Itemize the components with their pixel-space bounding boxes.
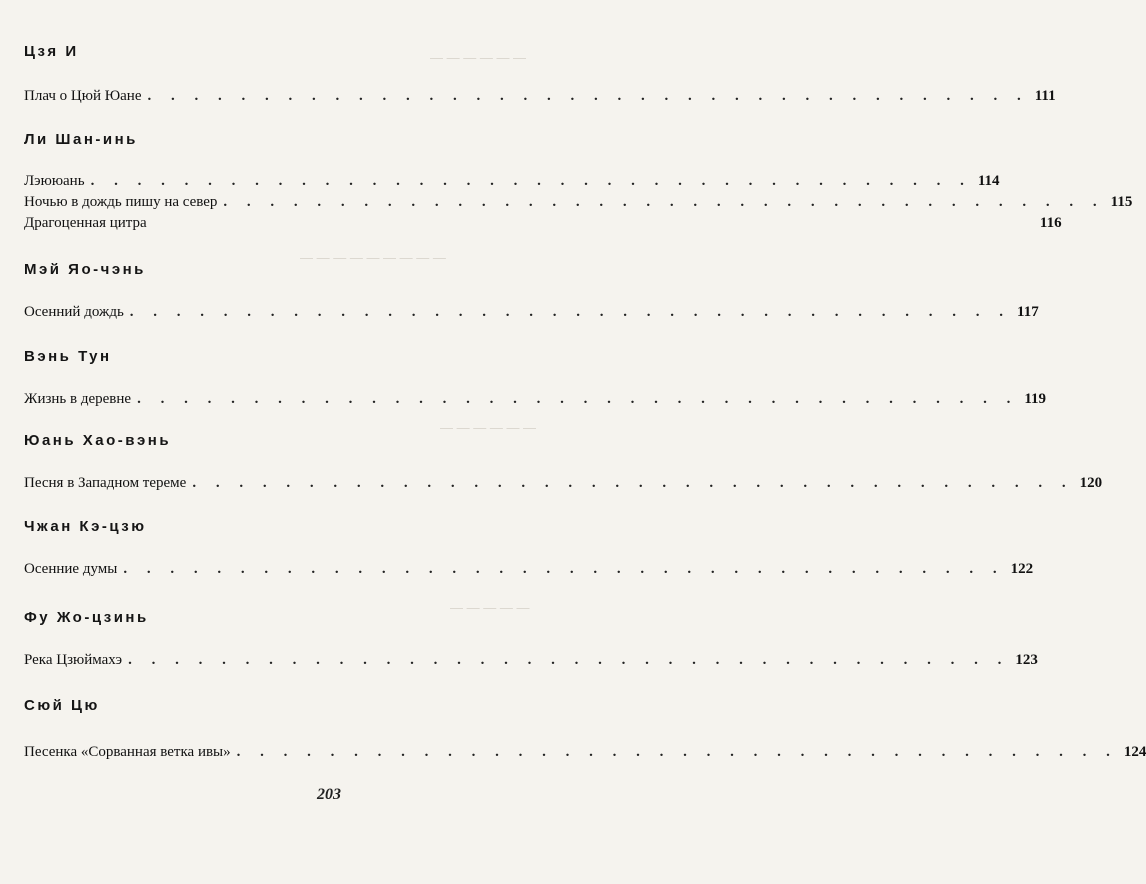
author-heading: Сюй Цю bbox=[24, 697, 100, 714]
leader-dots: . . . . . . . . . . . . . . . . . . . . . . . . . . . . . . . . . . . . . . bbox=[223, 194, 1105, 210]
author-heading: Цзя И bbox=[24, 43, 79, 60]
toc-entry bbox=[24, 88, 1056, 108]
leader-dots: . . . . . . . . . . . . . . . . . . . . . . . . . . . . . . . . . . . . . . bbox=[123, 561, 1005, 577]
entry-page: 119 bbox=[1024, 391, 1046, 407]
entry-page: 117 bbox=[1017, 304, 1039, 320]
bleed-through: — — — — — bbox=[450, 600, 530, 615]
toc-entry bbox=[24, 652, 1038, 672]
leader-dots: . . . . . . . . . . . . . . . . . . . . . . . . . . . . . . . . . . . . . . bbox=[192, 475, 1074, 491]
entry-page: 122 bbox=[1010, 561, 1034, 577]
author-heading: Мэй Яо-чэнь bbox=[24, 261, 146, 278]
toc-entry bbox=[24, 173, 1000, 193]
leader-dots: . . . . . . . . . . . . . . . . . . . . . . . . . . . . . . . . . . . . . . bbox=[129, 304, 1012, 320]
bleed-through: — — — — — — bbox=[440, 420, 537, 435]
toc-entry bbox=[24, 304, 1039, 324]
author-heading: Ли Шан-инь bbox=[24, 131, 138, 148]
entry-title: Лэююань bbox=[24, 173, 85, 189]
entry-title: Жизнь в деревне bbox=[24, 391, 132, 407]
author-heading: Вэнь Тун bbox=[24, 348, 112, 365]
toc-entry bbox=[24, 561, 1034, 581]
leader-dots: . . . . . . . . . . . . . . . . . . . . . . . . . . . . . . . . . . . . . . bbox=[147, 88, 1029, 104]
entry-title: Осенний дождь bbox=[24, 304, 124, 320]
entry-page: 120 bbox=[1079, 475, 1103, 491]
bleed-through: — — — — — — bbox=[430, 50, 527, 65]
author-heading: Фу Жо-цзинь bbox=[24, 609, 149, 626]
entry-title: Река Цзюймахэ bbox=[24, 652, 123, 668]
author-heading: Чжан Кэ-цзю bbox=[24, 518, 147, 535]
toc-entry bbox=[24, 215, 1062, 235]
entry-title: Песенка «Сорванная ветка ивы» bbox=[24, 744, 231, 760]
entry-title: Драгоценная цитра bbox=[24, 215, 147, 231]
entry-page: 124 bbox=[1123, 744, 1146, 760]
bleed-through: — — — — — — — — — bbox=[300, 250, 446, 265]
entry-page: 114 bbox=[977, 173, 1000, 189]
leader-dots: . . . . . . . . . . . . . . . . . . . . . . . . . . . . . . . . . . . . . . bbox=[236, 744, 1118, 760]
leader-dots: . . . . . . . . . . . . . . . . . . . . . . . . . . . . . . . . . . . . . . bbox=[128, 652, 1010, 668]
entry-title: Ночью в дождь пишу на север bbox=[24, 194, 218, 210]
entry-page: 111 bbox=[1034, 88, 1056, 104]
entry-title: Плач о Цюй Юане bbox=[24, 88, 142, 104]
author-heading: Юань Хао-вэнь bbox=[24, 432, 172, 449]
leader-dots: . . . . . . . . . . . . . . . . . . . . . . . . . . . . . . . . . . . . . . bbox=[137, 391, 1019, 407]
toc-entry bbox=[24, 194, 1133, 214]
entry-page: 123 bbox=[1015, 652, 1038, 668]
toc-entry bbox=[24, 391, 1046, 411]
entry-title: Песня в Западном тереме bbox=[24, 475, 187, 491]
toc-entry bbox=[24, 744, 1146, 764]
entry-title: Осенние думы bbox=[24, 561, 118, 577]
leader-dots: . . . . . . . . . . . . . . . . . . . . . . . . . . . . . . . . . . . . . . bbox=[90, 173, 972, 189]
entry-page: 116 bbox=[1039, 215, 1062, 231]
page-number: 203 bbox=[317, 786, 341, 803]
toc-entry bbox=[24, 475, 1103, 495]
entry-page: 115 bbox=[1110, 194, 1133, 210]
